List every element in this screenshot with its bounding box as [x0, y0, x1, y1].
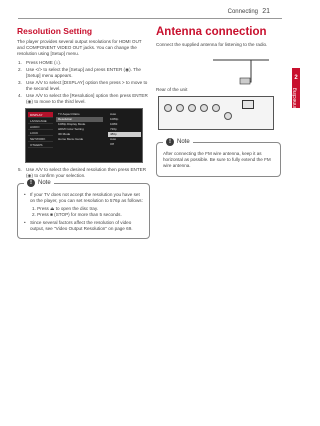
note-header: [24, 179, 54, 187]
step-item: 2. Use </> to select the [Setup] and press ENTER (◉). The [Setup] menu appears.: [18, 67, 141, 78]
header-section-title: Connecting: [227, 9, 258, 15]
menu-value: 1080p: [110, 117, 119, 121]
fm-antenna-icon: [211, 56, 271, 86]
menu-value: Off: [110, 142, 114, 146]
jack-icon: [224, 112, 232, 120]
menu-category-lock: LOCK: [28, 130, 53, 136]
antenna-note-text: After connecting the FM wire antenna, keep it as horizontal as possible. Be sure to fully extend the FM wire antenna.: [163, 151, 271, 168]
step-item: 4. Use Λ/V to select the [Resolution] option then press ENTER (◉) to move to the third level.: [18, 93, 148, 104]
chapter-label: Connecting: [292, 88, 298, 114]
menu-category-display: DISPLAY: [28, 112, 53, 118]
menu-value: 1080i: [110, 122, 118, 126]
header-divider: [18, 18, 282, 19]
setup-menu-screenshot: [25, 108, 143, 163]
menu-value: Auto: [110, 112, 117, 116]
page-number: 21: [262, 8, 270, 15]
antenna-connection-title: Antenna connection: [156, 26, 267, 38]
menu-category-language: LANGUAGE: [28, 118, 53, 124]
menu-value-selected: 480p: [108, 132, 141, 137]
resolution-step-5: [17, 167, 150, 179]
menu-category-audio: AUDIO: [28, 124, 53, 130]
jack-icon: [164, 104, 172, 112]
jack-icon: [176, 104, 184, 112]
note-substep: 2. Press ■ (STOP) for more than 5 seconds.: [32, 212, 122, 217]
left-column: [17, 26, 150, 239]
step-item: 1. Press HOME (⌂).: [18, 60, 62, 65]
menu-option: HDMI Color Setting: [58, 127, 84, 131]
antenna-intro: Connect the supplied antenna for listening to the radio.: [156, 42, 268, 47]
menu-value: Auto: [110, 137, 117, 141]
note-bullet: • If your TV does not accept the resolution you have set on the player, you can set resolution to 576p as follows:: [24, 192, 144, 204]
fm-antenna-port: [242, 100, 254, 109]
resolution-intro: The player provides several output resolutions for HDMI OUT and COMPONENT VIDEO OUT jacks. You can change the resolution using [Setup] menu.: [17, 39, 142, 56]
menu-value-list: [108, 112, 141, 147]
menu-category-network: NETWORK: [28, 136, 53, 142]
note-title: Note: [38, 180, 51, 186]
note-substeps: [32, 206, 144, 218]
note-title: Note: [177, 139, 190, 145]
note-bullet: • Since several factors affect the resolution of video output, see "Video Output Resolution" on page 69.: [24, 220, 144, 232]
resolution-steps: [17, 60, 150, 105]
menu-option-list: [56, 112, 103, 142]
step-item: 3. Use Λ/V to select [DISPLAY] option then press > to move to the second level.: [18, 80, 148, 91]
note-header: [163, 138, 193, 146]
resolution-note-box: [17, 180, 150, 239]
rear-unit-figure: [156, 56, 276, 136]
menu-category-others: OTHERS: [28, 142, 53, 148]
menu-option: TV Aspect Ratio: [58, 112, 80, 116]
menu-value: 720p: [110, 127, 117, 131]
rear-unit-label: Rear of the unit: [156, 87, 188, 92]
jack-icon: [212, 104, 220, 112]
jack-icon: [188, 104, 196, 112]
jack-icon: [200, 104, 208, 112]
info-icon: !: [166, 138, 174, 146]
resolution-setting-title: Resolution Setting: [17, 26, 93, 36]
step-item: 5. Use Λ/V to select the desired resolution then press ENTER (◉) to confirm your selection.: [18, 167, 147, 178]
note-substep: 1. Press ⏏ to open the disc tray.: [32, 206, 99, 211]
right-column: [156, 26, 281, 177]
menu-category-list: [28, 112, 53, 148]
antenna-note-box: [156, 139, 281, 177]
menu-option: 3D Mode: [58, 132, 71, 136]
chapter-number: 2: [294, 75, 298, 81]
menu-option-resolution: Resolution: [56, 117, 103, 122]
page-header: [0, 0, 300, 22]
menu-option: Home Menu Guide: [58, 137, 84, 141]
menu-option: 1080p Display Mode: [58, 122, 86, 126]
info-icon: !: [27, 179, 35, 187]
